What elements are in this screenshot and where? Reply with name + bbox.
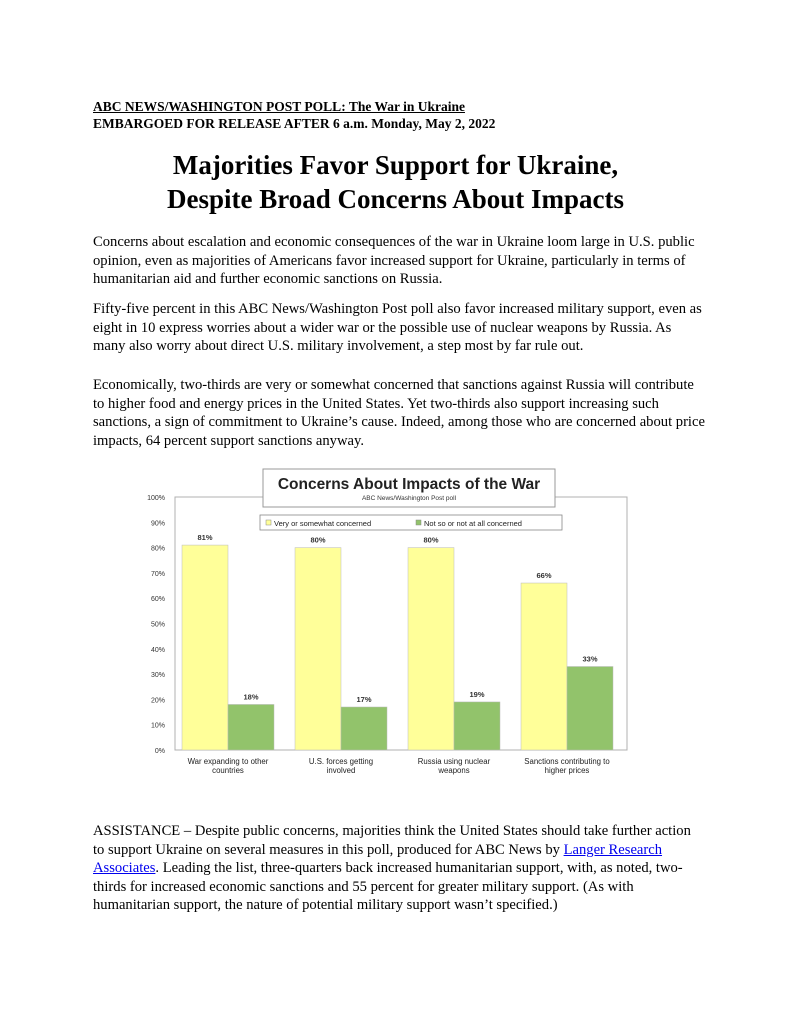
bar [567, 667, 613, 750]
title-line-1: Majorities Favor Support for Ukraine, [172, 150, 619, 180]
y-tick-label: 40% [150, 646, 165, 654]
chart-title: Concerns About Impacts of the War [277, 476, 541, 493]
bar-data-label: 18% [243, 692, 259, 702]
x-tick-label: Russia using nuclear [417, 757, 491, 766]
y-tick-label: 50% [150, 621, 165, 629]
y-tick-label: 90% [150, 520, 165, 528]
poll-header [93, 98, 495, 132]
legend-label: Very or somewhat concerned [274, 519, 372, 528]
y-tick-label: 80% [150, 545, 165, 553]
bar [341, 707, 387, 750]
bar-data-label: 66% [536, 571, 552, 581]
bar [228, 704, 274, 750]
bar-data-label: 17% [356, 694, 372, 704]
legend-label: Not so or not at all concerned [424, 519, 522, 528]
langer-research-link[interactable]: Langer Research Associates [93, 841, 663, 876]
y-tick-label: 60% [150, 596, 165, 604]
legend-swatch [416, 520, 421, 525]
bar-data-label: 81% [197, 533, 213, 543]
bar [454, 702, 500, 750]
x-tick-label: higher prices [544, 766, 590, 775]
x-tick-label: War expanding to other [187, 757, 269, 766]
poll-header-title: ABC NEWS/WASHINGTON POST POLL: The War in Ukraine [93, 99, 465, 114]
chart-svg [140, 468, 640, 788]
bar-data-label: 19% [469, 689, 485, 699]
x-tick-label: countries [212, 766, 244, 775]
embargo-line: EMBARGOED FOR RELEASE AFTER 6 a.m. Monday, May 2, 2022 [93, 116, 496, 131]
x-tick-label: Sanctions contributing to [524, 757, 610, 766]
y-tick-label: 0% [154, 748, 165, 755]
paragraph-1: Concerns about escalation and economic consequences of the war in Ukraine loom large in U.S. public opinion, even as majorities of Americans favor increased support for Ukraine, particularly in terms of humanitarian aid and further economic sanctions on Russia. [93, 234, 695, 287]
legend-swatch [266, 520, 271, 525]
bar [408, 548, 454, 750]
bar [521, 583, 567, 750]
paragraph-3: Economically, two-thirds are very or somewhat concerned that sanctions against Russia will contribute to higher food and energy prices in the United States. Yet two-thirds also support increasing such sanctions, a sign of commitment to Ukraine’s cause. Indeed, among those who are concerned about price impacts, 64 percent support sanctions anyway. [93, 377, 705, 449]
x-tick-label: weapons [438, 766, 470, 775]
concerns-chart [140, 468, 640, 788]
bar [295, 548, 341, 750]
paragraph-4-text-end: . Leading the list, three-quarters back increased humanitarian support, with, as noted, two-thirds for increased economic sanctions and 55 percent for greater military support. (As with humanitarian support, the nature of potential military support wasn’t specified.) [93, 860, 683, 913]
paragraph-2: Fifty-five percent in this ABC News/Washington Post poll also favor increased military support, even as eight in 10 express worries about a wider war or the possible use of nuclear weapons by Russia. As many also worry about direct U.S. military involvement, a step most by far rule out. [93, 301, 702, 354]
page-title [0, 148, 791, 216]
y-tick-label: 100% [147, 495, 165, 502]
bar-data-label: 33% [582, 654, 598, 664]
bar [182, 545, 228, 750]
paragraph-4 [93, 822, 705, 915]
y-tick-label: 30% [150, 672, 165, 680]
y-tick-label: 20% [150, 697, 165, 705]
y-tick-label: 10% [150, 722, 165, 730]
x-tick-label: U.S. forces getting [308, 757, 374, 766]
x-tick-label: involved [326, 766, 356, 775]
bar-data-label: 80% [423, 535, 439, 545]
chart-subtitle: ABC News/Washington Post poll [361, 495, 457, 502]
bar-data-label: 80% [310, 535, 326, 545]
y-tick-label: 70% [150, 570, 165, 578]
title-line-2: Despite Broad Concerns About Impacts [166, 184, 625, 214]
paragraph-4-text-start: ASSISTANCE – Despite public concerns, majorities think the United States should take further action to support Ukraine on several measures in this poll, produced for ABC News by [93, 823, 691, 858]
